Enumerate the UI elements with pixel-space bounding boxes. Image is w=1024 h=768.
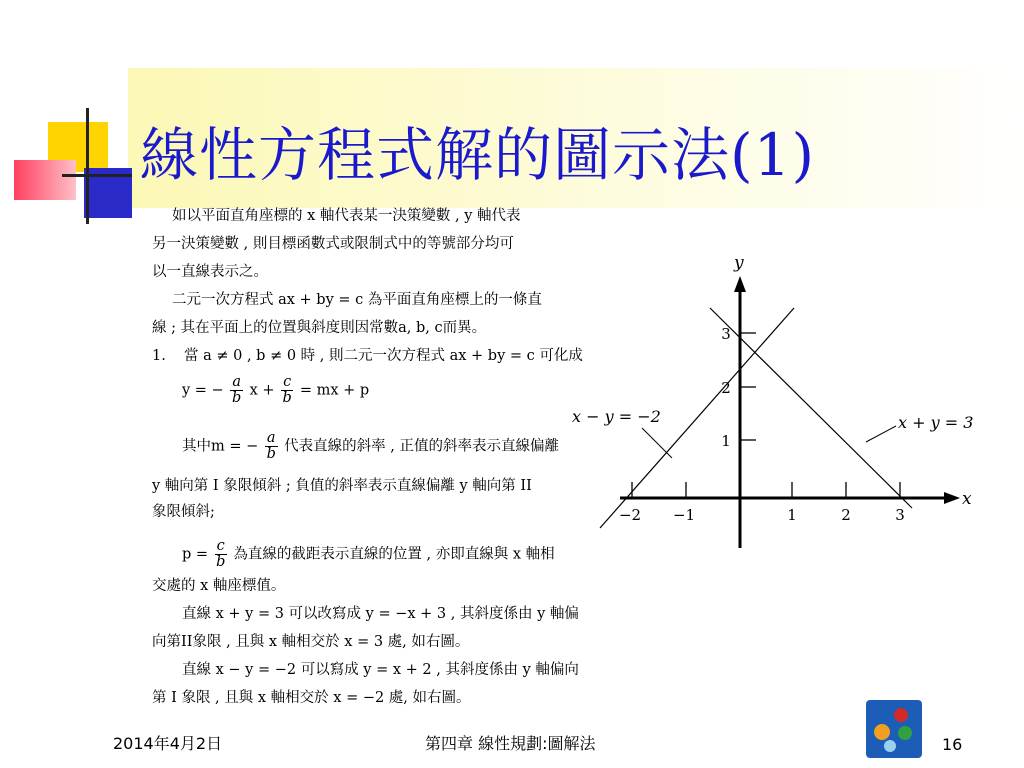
- text-line: 二元一次方程式 ax + by = c 為平面直角座標上的一條直: [172, 292, 542, 308]
- text-line: 象限傾斜;: [152, 504, 215, 520]
- denominator: b: [232, 390, 242, 406]
- text-line: 另一決策變數 , 則目標函數式或限制式中的等號部分均可: [152, 236, 514, 252]
- text-line: 直線 x − y = −2 可以寫成 y = x + 2 , 其斜度係由 y 軸偏向: [182, 662, 579, 678]
- footer-date: 2014年4月2日: [113, 734, 223, 753]
- logo-dot: [894, 708, 908, 722]
- eq-part: = mx + p: [299, 382, 370, 399]
- denominator: b: [266, 446, 276, 462]
- text-line: 當 a ≠ 0 , b ≠ 0 時 , 則二元一次方程式 ax + by = c 可化成: [184, 348, 583, 364]
- text-line: 第 I 象限 , 且與 x 軸相交於 x = −2 處, 如右圖。: [152, 690, 471, 706]
- fraction-c-b: [281, 375, 293, 406]
- page-number: 16: [942, 735, 963, 754]
- item-number: 1.: [152, 348, 166, 364]
- y-tick-label: 3: [721, 325, 731, 343]
- footer-chapter: 第四章 線性規劃:圖解法: [425, 734, 596, 753]
- numerator: a: [232, 374, 241, 390]
- x-tick-label: 1: [787, 506, 797, 524]
- fraction-c-b: [215, 539, 227, 570]
- fraction-a-b: [230, 375, 243, 406]
- red-square: [14, 160, 76, 200]
- y-tick-label: 1: [721, 432, 731, 450]
- slope-line: [182, 431, 559, 462]
- line2-label: x + y = 3: [898, 413, 974, 432]
- eq-part: 代表直線的斜率 , 正值的斜率表示直線偏離: [284, 438, 559, 455]
- logo-dot: [884, 740, 896, 752]
- x-tick-label: 2: [841, 506, 851, 524]
- fraction-a-b: [265, 431, 278, 462]
- numerator: a: [266, 430, 276, 446]
- label-leader: [866, 426, 896, 442]
- x-ticks: [619, 482, 905, 524]
- page-title: 線性方程式解的圖示法(1): [140, 121, 816, 189]
- denominator: b: [216, 554, 226, 570]
- text-line: 向第II象限 , 且與 x 軸相交於 x = 3 處, 如右圖。: [152, 634, 470, 650]
- label-leader: [642, 428, 672, 458]
- text-line: y 軸向第 I 象限傾斜 ; 負值的斜率表示直線偏離 y 軸向第 II: [152, 478, 532, 494]
- x-axis-arrow: [944, 492, 960, 504]
- logo: [866, 700, 922, 758]
- line1-label: x − y = −2: [572, 407, 661, 426]
- equation-1: [182, 375, 369, 406]
- denominator: b: [282, 390, 292, 406]
- x-tick-label: −1: [672, 506, 696, 524]
- vertical-rule: [86, 108, 89, 224]
- eq-part: 其中m = −: [182, 438, 259, 455]
- x-tick-label: 3: [895, 506, 905, 524]
- x-tick-label: −2: [618, 506, 642, 524]
- eq-part: x +: [249, 382, 275, 399]
- intercept-line: [182, 539, 555, 570]
- text-line: 如以平面直角座標的 x 軸代表某一決策變數 , y 軸代表: [172, 208, 521, 224]
- y-axis-label: y: [734, 253, 744, 273]
- eq-part: y = −: [182, 382, 224, 399]
- text-line: 線 ; 其在平面上的位置與斜度則因常數a, b, c而異。: [152, 320, 487, 336]
- text-line: 直線 x + y = 3 可以改寫成 y = −x + 3 , 其斜度係由 y 軸偏: [182, 606, 579, 622]
- logo-dot: [874, 724, 890, 740]
- text-line: 以一直線表示之。: [152, 264, 268, 280]
- line-graph: [560, 250, 1000, 560]
- eq-part: p =: [182, 546, 209, 563]
- x-axis-label: x: [962, 489, 972, 509]
- eq-part: 為直線的截距表示直線的位置 , 亦即直線與 x 軸相: [233, 546, 555, 563]
- y-tick-label: 2: [721, 379, 731, 397]
- horizontal-rule: [62, 174, 132, 177]
- y-axis-arrow: [734, 276, 746, 292]
- numerator: c: [283, 374, 292, 390]
- numerator: c: [216, 538, 225, 554]
- text-line: 交處的 x 軸座標值。: [152, 578, 286, 594]
- logo-dot: [898, 726, 912, 740]
